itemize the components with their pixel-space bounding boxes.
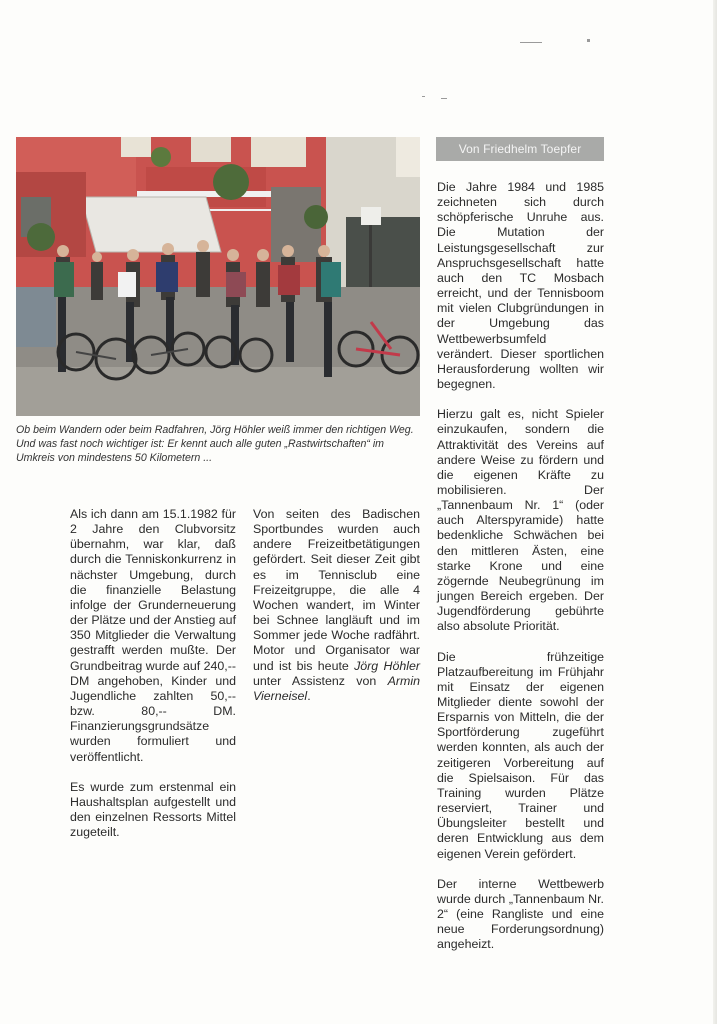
paragraph: Es wurde zum erstenmal ein Haushaltsplan aufgestellt und den einzelnen Ressorts Mittel zugeteilt.: [70, 779, 236, 840]
paragraph: Als ich dann am 15.1.1982 für 2 Jahre den Clubvorsitz übernahm, war klar, daß durch die Tenniskonkurrenz in nächster Umgebung, durch die finanzielle Belastung infolge der Grunderneuerung der Plätze und der Anstieg auf 350 Mitglieder die Verwaltung gestrafft werden mußte. Der Grundbeitrag wurde auf 240,-- DM angehoben, Kinder und Jugendliche zahlten 50,-- bzw. 80,-- DM. Finanzierungsgrundsätze wurden formuliert und veröffentlicht.: [70, 507, 237, 764]
middle-column: [253, 507, 420, 719]
paragraph: Der interne Wettbewerb wurde durch „Tannenbaum Nr. 2“ (eine Rangliste und eine neue Forderungsordnung) angeheizt.: [437, 876, 604, 952]
author-byline: Von Friedhelm Toepfer: [436, 137, 604, 161]
person-name: Jörg Höhler: [354, 658, 420, 673]
paragraph: [253, 507, 420, 704]
paragraph: Hierzu galt es, nicht Spieler einzukaufen, sondern die Attraktivität des Vereins auf andere Weise zu fördern und die eigenen Kräfte zu mobilisieren. Der „Tannenbaum Nr. 1“ (oder auch Alterspyramide) hatte bedenkliche Schwächen bei den mittleren Ästen, eine starke Krone und eine zögernde Neubegrünung im jungen Bereich ergeben. Der Jugendförderung gebührte also absolute Priorität.: [437, 407, 604, 634]
right-column: [437, 180, 604, 968]
paragraph-text: unter Assistenz von: [253, 673, 377, 688]
photo-caption: Ob beim Wandern oder beim Radfahren, Jörg Höhler weiß immer den richtigen Weg. Und was fast noch wichtiger ist: Er kennt auch alle guten „Rastwirtschaften“ im Umkreis von mindestens 50 Kilometern ...: [16, 424, 414, 464]
paragraph: Die Jahre 1984 und 1985 zeichneten sich durch schöpferische Unruhe aus. Die Mutation der Leistungsgesellschaft zur Anspruchsgesellschaft hatte auch den TC Mosbach erreicht, und der Tennisboom mit vielen Clubgründungen in der Umgebung das Wettbewerbsumfeld verändert. Dieser sportlichen Herausforderung wollten wir begegnen.: [437, 180, 604, 392]
paragraph: Die frühzeitige Platzaufbereitung im Frühjahr mit Einsatz der eigenen Mitglieder diente sowohl der Ersparnis von Mitteln, die der Sportförderung zugeführt werden konnten, als auch der zeitigeren Vorbereitung auf die Spielsaison. Für das Training wurden Plätze reserviert, Trainer und Übungsleiter bestellt und deren Entwicklung aus dem eigenen Verein gefördert.: [437, 649, 604, 861]
paragraph-text: .: [307, 688, 311, 703]
left-column: [70, 507, 236, 855]
page-edge: [713, 0, 717, 1024]
paragraph-text: Von seiten des Badischen Sportbundes wurden auch andere Freizeitbetätigungen gefördert. Seit dieser Zeit gibt es im Tennisclub eine Freizeitgruppe, die alle 4 Wochen wandert, im Winter bei Schnee langläuft und im Sommer jede Woche radfährt. Motor und Organisator war und ist bis heute: [253, 507, 420, 673]
person-name: Armin Vierneisel: [253, 673, 420, 703]
group-photo: [16, 137, 420, 416]
